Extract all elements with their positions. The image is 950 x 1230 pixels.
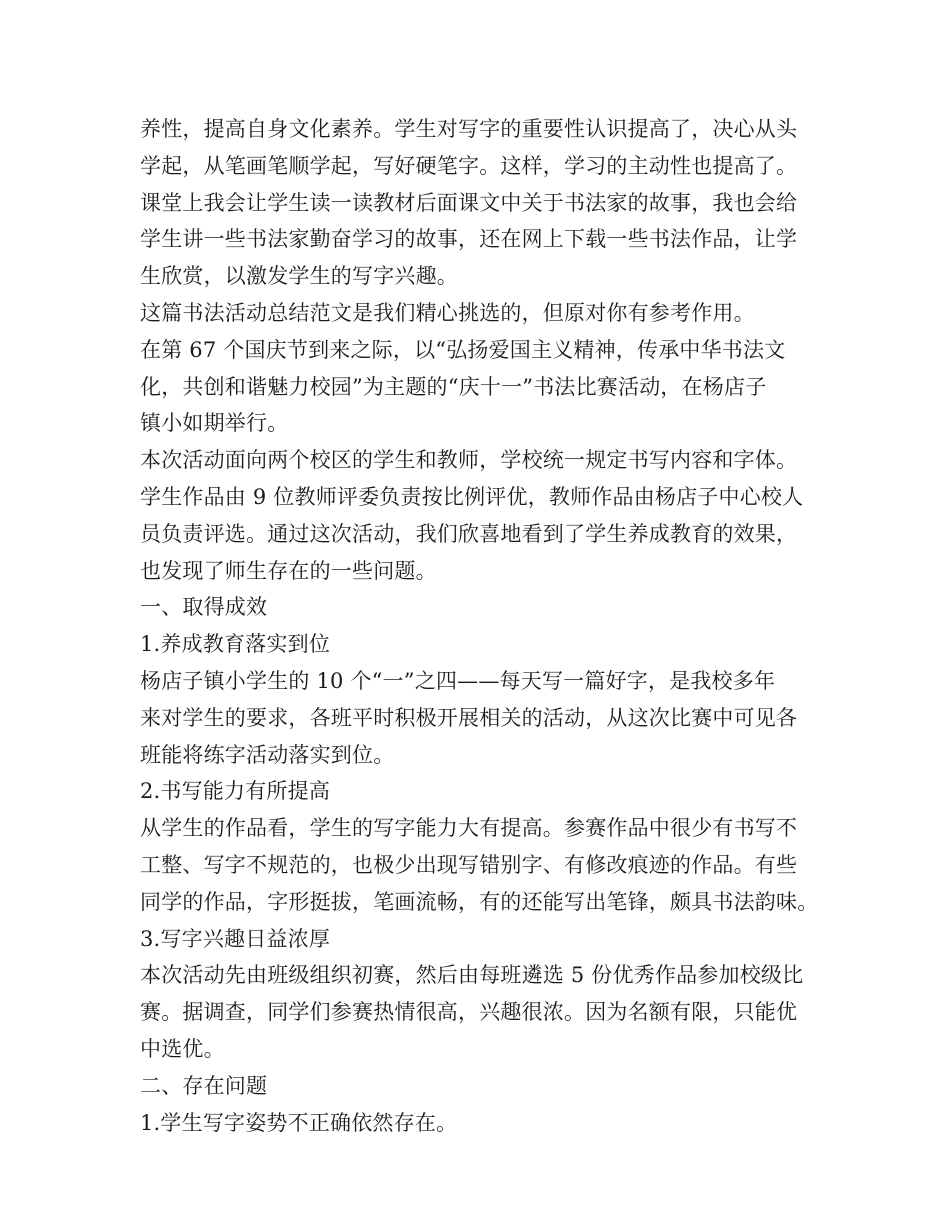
text-line: 班能将练字活动落实到位。 bbox=[140, 742, 395, 767]
text-line: 从学生的作品看，学生的写字能力大有提高。参赛作品中很少有书写不 bbox=[140, 816, 798, 841]
section-heading: 二、存在问题 bbox=[140, 1073, 268, 1098]
text-line: 工整、写字不规范的，也极少出现写错别字、有修改痕迹的作品。有些 bbox=[140, 852, 798, 877]
document-body bbox=[140, 111, 830, 1141]
text-line: 来对学生的要求，各班平时积极开展相关的活动，从这次比赛中可见各 bbox=[140, 705, 798, 730]
text-line: 课堂上我会让学生读一读教材后面课文中关于书法家的故事，我也会给 bbox=[140, 190, 798, 215]
text-line: 也发现了师生存在的一些问题。 bbox=[140, 558, 437, 583]
subsection-heading: 1.学生写字姿势不正确依然存在。 bbox=[140, 1110, 458, 1135]
section-heading: 一、取得成效 bbox=[140, 595, 268, 620]
text-line: 在第 67 个国庆节到来之际，以“弘扬爱国主义精神，传承中华书法文 bbox=[140, 337, 786, 362]
text-line: 学生讲一些书法家勤奋学习的故事，还在网上下载一些书法作品，让学 bbox=[140, 227, 798, 252]
text-line: 本次活动面向两个校区的学生和教师，学校统一规定书写内容和字体。 bbox=[140, 448, 798, 473]
subsection-heading: 2.书写能力有所提高 bbox=[140, 779, 331, 804]
text-line: 化，共创和谐魅力校园”为主题的“庆十一”书法比赛活动，在杨店子 bbox=[140, 374, 767, 399]
subsection-heading: 3.写字兴趣日益浓厚 bbox=[140, 926, 331, 951]
text-line: 学起，从笔画笔顺学起，写好硬笔字。这样，学习的主动性也提高了。 bbox=[140, 153, 798, 178]
text-line: 生欣赏，以激发学生的写字兴趣。 bbox=[140, 264, 458, 289]
text-line: 养性，提高自身文化素养。学生对写字的重要性认识提高了，决心从头 bbox=[140, 117, 798, 141]
text-line: 同学的作品，字形挺拔，笔画流畅，有的还能写出笔锋，颇具书法韵味。 bbox=[140, 889, 819, 914]
text-line: 杨店子镇小学生的 10 个“一”之四——每天写一篇好字，是我校多年 bbox=[140, 668, 776, 693]
text-line: 本次活动先由班级组织初赛，然后由每班遴选 5 份优秀作品参加校级比 bbox=[140, 963, 804, 988]
subsection-heading: 1.养成教育落实到位 bbox=[140, 632, 331, 657]
text-line: 镇小如期举行。 bbox=[140, 411, 289, 436]
text-line: 赛。据调查，同学们参赛热情很高，兴趣很浓。因为名额有限，只能优 bbox=[140, 1000, 798, 1025]
text-line: 员负责评选。通过这次活动，我们欣喜地看到了学生养成教育的效果， bbox=[140, 521, 798, 546]
text-line: 这篇书法活动总结范文是我们精心挑选的，但原对你有参考作用。 bbox=[140, 300, 755, 325]
text-line: 学生作品由 9 位教师评委负责按比例评优，教师作品由杨店子中心校人 bbox=[140, 484, 804, 509]
text-line: 中选优。 bbox=[140, 1036, 225, 1061]
